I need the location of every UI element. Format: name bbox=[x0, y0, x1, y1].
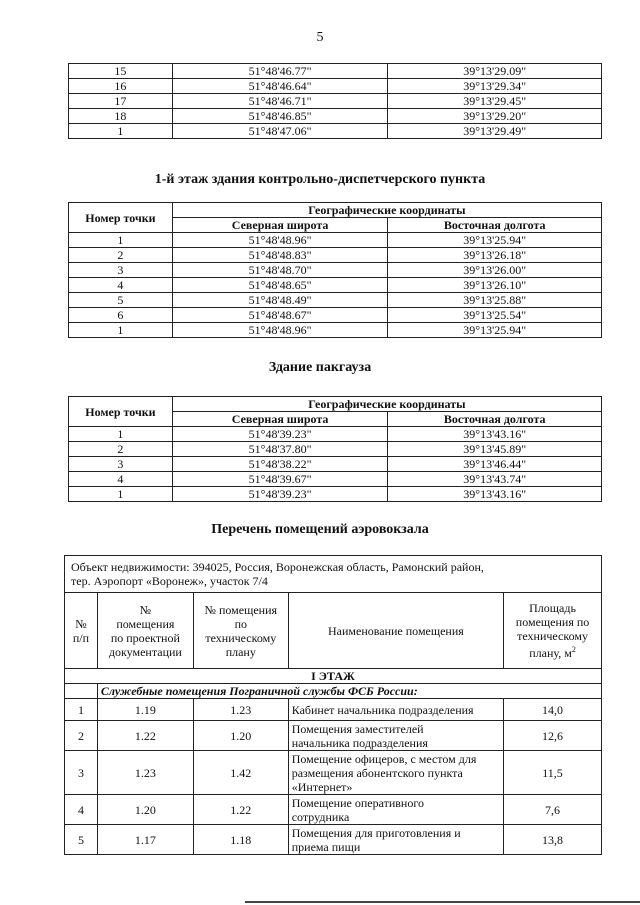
point-number-cell: 5 bbox=[69, 293, 173, 308]
row-number-cell: 1 bbox=[65, 699, 98, 721]
section-title-warehouse: Здание пакгауза bbox=[268, 360, 372, 375]
dispatch-coordinates-table bbox=[68, 202, 602, 338]
group-spacer-cell bbox=[65, 684, 98, 699]
point-number-cell: 17 bbox=[69, 94, 173, 109]
table-row bbox=[69, 94, 602, 109]
point-number-cell: 3 bbox=[69, 457, 173, 472]
project-room-cell: 1.22 bbox=[97, 721, 193, 751]
point-number-cell: 4 bbox=[69, 278, 173, 293]
header-point-number: Номер точки bbox=[69, 203, 173, 233]
room-name-cell: Помещения для приготовления и приема пищи bbox=[288, 825, 503, 855]
continuation-coordinates-table bbox=[68, 63, 602, 139]
header-east-longitude: Восточная долгота bbox=[388, 412, 602, 427]
longitude-cell: 39°13'29.45" bbox=[388, 94, 602, 109]
header-east-longitude: Восточная долгота bbox=[388, 218, 602, 233]
table-row bbox=[69, 442, 602, 457]
section-title-rooms: Перечень помещений аэровокзала bbox=[211, 522, 429, 537]
longitude-cell: 39°13'26.10" bbox=[388, 278, 602, 293]
area-cell: 7,6 bbox=[504, 795, 602, 825]
header-point-number: Номер точки bbox=[69, 397, 173, 427]
latitude-cell: 51°48'48.67" bbox=[172, 308, 388, 323]
table-row bbox=[65, 721, 602, 751]
floor-heading: I ЭТАЖ bbox=[65, 669, 602, 684]
point-number-cell: 2 bbox=[69, 442, 173, 457]
table-row bbox=[65, 751, 602, 795]
object-address bbox=[65, 556, 602, 593]
row-number-cell: 2 bbox=[65, 721, 98, 751]
point-number-cell: 1 bbox=[69, 233, 173, 248]
longitude-cell: 39°13'25.94" bbox=[388, 233, 602, 248]
table-row bbox=[69, 64, 602, 79]
area-cell: 12,6 bbox=[504, 721, 602, 751]
longitude-cell: 39°13'43.74" bbox=[388, 472, 602, 487]
col-header-area: Площадь помещения по техническому плану, $м^2$ bbox=[504, 593, 602, 669]
table-row bbox=[69, 109, 602, 124]
rooms-table bbox=[64, 555, 602, 855]
table-row bbox=[69, 487, 602, 502]
row-number-cell: 5 bbox=[65, 825, 98, 855]
table-row bbox=[69, 293, 602, 308]
table-row bbox=[69, 323, 602, 338]
table-row bbox=[65, 825, 602, 855]
row-number-cell: 4 bbox=[65, 795, 98, 825]
longitude-cell: 39°13'29.49" bbox=[388, 124, 602, 139]
table-row bbox=[65, 699, 602, 721]
page-edge-shadow bbox=[245, 901, 640, 903]
latitude-cell: 51°48'46.77" bbox=[172, 64, 388, 79]
header-geo-coordinates: Географические координаты bbox=[172, 203, 601, 218]
longitude-cell: 39°13'25.54" bbox=[388, 308, 602, 323]
point-number-cell: 3 bbox=[69, 263, 173, 278]
header-north-latitude: Северная широта bbox=[172, 218, 388, 233]
latitude-cell: 51°48'48.70" bbox=[172, 263, 388, 278]
longitude-cell: 39°13'45.89" bbox=[388, 442, 602, 457]
col-header-tech-room: № помещения по техническому плану bbox=[193, 593, 288, 669]
latitude-cell: 51°48'46.85" bbox=[172, 109, 388, 124]
room-name-cell: Помещения заместителей начальника подразделения bbox=[288, 721, 503, 751]
section-title-dispatch: 1-й этаж здания контрольно-диспетчерского пункта bbox=[154, 172, 486, 187]
point-number-cell: 2 bbox=[69, 248, 173, 263]
table-row bbox=[69, 248, 602, 263]
longitude-cell: 39°13'26.18" bbox=[388, 248, 602, 263]
warehouse-coordinates-table bbox=[68, 396, 602, 502]
longitude-cell: 39°13'29.09" bbox=[388, 64, 602, 79]
area-cell: 13,8 bbox=[504, 825, 602, 855]
object-address-line1: Объект недвижимости: 394025, Россия, Воронежская область, Рамонский район, bbox=[71, 560, 484, 574]
latitude-cell: 51°48'48.96" bbox=[172, 323, 388, 338]
room-name-cell: Кабинет начальника подразделения bbox=[288, 699, 503, 721]
longitude-cell: 39°13'43.16" bbox=[388, 487, 602, 502]
table-row bbox=[69, 457, 602, 472]
group-heading: Служебные помещения Пограничной службы ФСБ России: bbox=[97, 684, 601, 699]
point-number-cell: 4 bbox=[69, 472, 173, 487]
project-room-cell: 1.23 bbox=[97, 751, 193, 795]
tech-room-cell: 1.42 bbox=[193, 751, 288, 795]
page-number: 5 bbox=[316, 30, 324, 45]
point-number-cell: 1 bbox=[69, 427, 173, 442]
table-row bbox=[65, 795, 602, 825]
table-row bbox=[69, 233, 602, 248]
header-geo-coordinates: Географические координаты bbox=[172, 397, 601, 412]
tech-room-cell: 1.20 bbox=[193, 721, 288, 751]
project-room-cell: 1.19 bbox=[97, 699, 193, 721]
latitude-cell: 51°48'48.65" bbox=[172, 278, 388, 293]
project-room-cell: 1.17 bbox=[97, 825, 193, 855]
point-number-cell: 6 bbox=[69, 308, 173, 323]
latitude-cell: 51°48'48.83" bbox=[172, 248, 388, 263]
col-header-project-room: № помещения по проектной документации bbox=[97, 593, 193, 669]
latitude-cell: 51°48'39.23" bbox=[172, 427, 388, 442]
longitude-cell: 39°13'43.16" bbox=[388, 427, 602, 442]
tech-room-cell: 1.22 bbox=[193, 795, 288, 825]
point-number-cell: 15 bbox=[69, 64, 173, 79]
longitude-cell: 39°13'46.44" bbox=[388, 457, 602, 472]
longitude-cell: 39°13'26.00" bbox=[388, 263, 602, 278]
longitude-cell: 39°13'29.34" bbox=[388, 79, 602, 94]
table-row bbox=[69, 472, 602, 487]
area-cell: 11,5 bbox=[504, 751, 602, 795]
point-number-cell: 1 bbox=[69, 124, 173, 139]
room-name-cell: Помещение офицеров, с местом для размещения абонентского пункта «Интернет» bbox=[288, 751, 503, 795]
area-cell: 14,0 bbox=[504, 699, 602, 721]
latitude-cell: 51°48'39.67" bbox=[172, 472, 388, 487]
point-number-cell: 1 bbox=[69, 323, 173, 338]
point-number-cell: 18 bbox=[69, 109, 173, 124]
area-unit-superscript: 2 bbox=[571, 645, 576, 654]
longitude-cell: 39°13'25.88" bbox=[388, 293, 602, 308]
latitude-cell: 51°48'39.23" bbox=[172, 487, 388, 502]
latitude-cell: 51°48'46.71" bbox=[172, 94, 388, 109]
longitude-cell: 39°13'25.94" bbox=[388, 323, 602, 338]
latitude-cell: 51°48'48.49" bbox=[172, 293, 388, 308]
table-row bbox=[69, 124, 602, 139]
longitude-cell: 39°13'29.20" bbox=[388, 109, 602, 124]
col-header-room-name: Наименование помещения bbox=[288, 593, 503, 669]
header-north-latitude: Северная широта bbox=[172, 412, 388, 427]
table-row bbox=[69, 308, 602, 323]
row-number-cell: 3 bbox=[65, 751, 98, 795]
object-address-line2: тер. Аэропорт «Воронеж», участок 7/4 bbox=[71, 574, 268, 588]
project-room-cell: 1.20 bbox=[97, 795, 193, 825]
latitude-cell: 51°48'48.96" bbox=[172, 233, 388, 248]
point-number-cell: 1 bbox=[69, 487, 173, 502]
latitude-cell: 51°48'46.64" bbox=[172, 79, 388, 94]
table-row bbox=[69, 79, 602, 94]
tech-room-cell: 1.18 bbox=[193, 825, 288, 855]
table-row bbox=[69, 427, 602, 442]
tech-room-cell: 1.23 bbox=[193, 699, 288, 721]
latitude-cell: 51°48'37.80" bbox=[172, 442, 388, 457]
col-header-number: № п/п bbox=[65, 593, 98, 669]
point-number-cell: 16 bbox=[69, 79, 173, 94]
latitude-cell: 51°48'47.06" bbox=[172, 124, 388, 139]
latitude-cell: 51°48'38.22" bbox=[172, 457, 388, 472]
room-name-cell: Помещение оперативного сотрудника bbox=[288, 795, 503, 825]
table-row bbox=[69, 278, 602, 293]
table-row bbox=[69, 263, 602, 278]
